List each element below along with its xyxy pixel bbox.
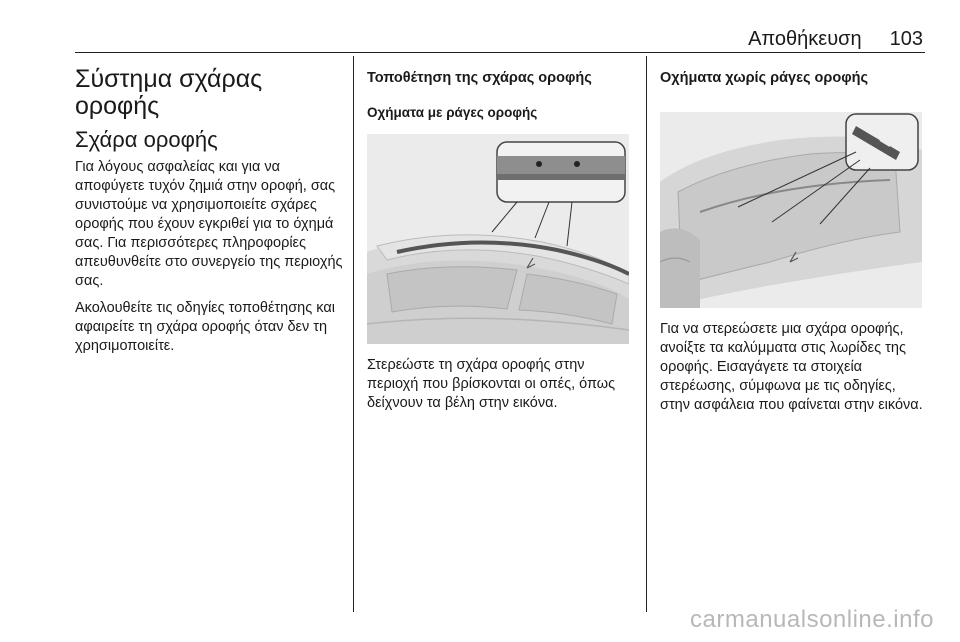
column-3 xyxy=(660,60,928,423)
no-rails-instruction: Για να στερεώσετε μια σχάρα οροφής, ανοίξτε τα καλύμματα στις λωρίδες της οροφής. Εισαγάγετε τα στοιχεία στερέωσης, σύμφωνα με τις οδηγίες, στην ασφάλεια που φαίνεται στην εικόνα. xyxy=(660,321,923,413)
roof-rails-illustration xyxy=(367,134,629,344)
paragraph-safety: Για λόγους ασφαλείας και για να αποφύγετε τυχόν ζημιά στην οροφή, σας συνιστούμε να χρησιμοποιείτε σχάρες οροφής που έχουν εγκριθεί για το όχημά σας. Για περισσότερες πληροφορίες απευθυνθείτε στο συνεργείο της περιοχής σας. xyxy=(75,159,343,289)
rails-subheading: Οχήματα με ράγες οροφής xyxy=(367,105,538,120)
page-header xyxy=(75,28,923,50)
paragraph-instructions: Ακολουθείτε τις οδηγίες τοποθέτησης και αφαιρείτε τη σχάρα οροφής όταν δεν τη χρησιμοποιείτε. xyxy=(75,300,335,354)
header-title: Αποθήκευση xyxy=(748,27,862,50)
no-rails-illustration xyxy=(660,112,922,308)
column-divider-1 xyxy=(353,56,354,612)
column-divider-2 xyxy=(646,56,647,612)
subsection-title: Σχάρα οροφής xyxy=(75,127,218,152)
no-rails-subheading: Οχήματα χωρίς ράγες οροφής xyxy=(660,70,868,86)
column-2 xyxy=(367,60,635,421)
page-number: 103 xyxy=(889,27,923,50)
header-rule xyxy=(75,52,925,53)
section-title: Σύστημα σχάρας οροφής xyxy=(75,65,263,120)
column-1 xyxy=(75,60,345,364)
install-heading: Τοποθέτηση της σχάρας οροφής xyxy=(367,70,592,86)
watermark: carmanualsonline.info xyxy=(690,606,934,633)
rails-instruction: Στερεώστε τη σχάρα οροφής στην περιοχή που βρίσκονται οι οπές, όπως δείχνουν τα βέλη στην εικόνα. xyxy=(367,357,616,411)
